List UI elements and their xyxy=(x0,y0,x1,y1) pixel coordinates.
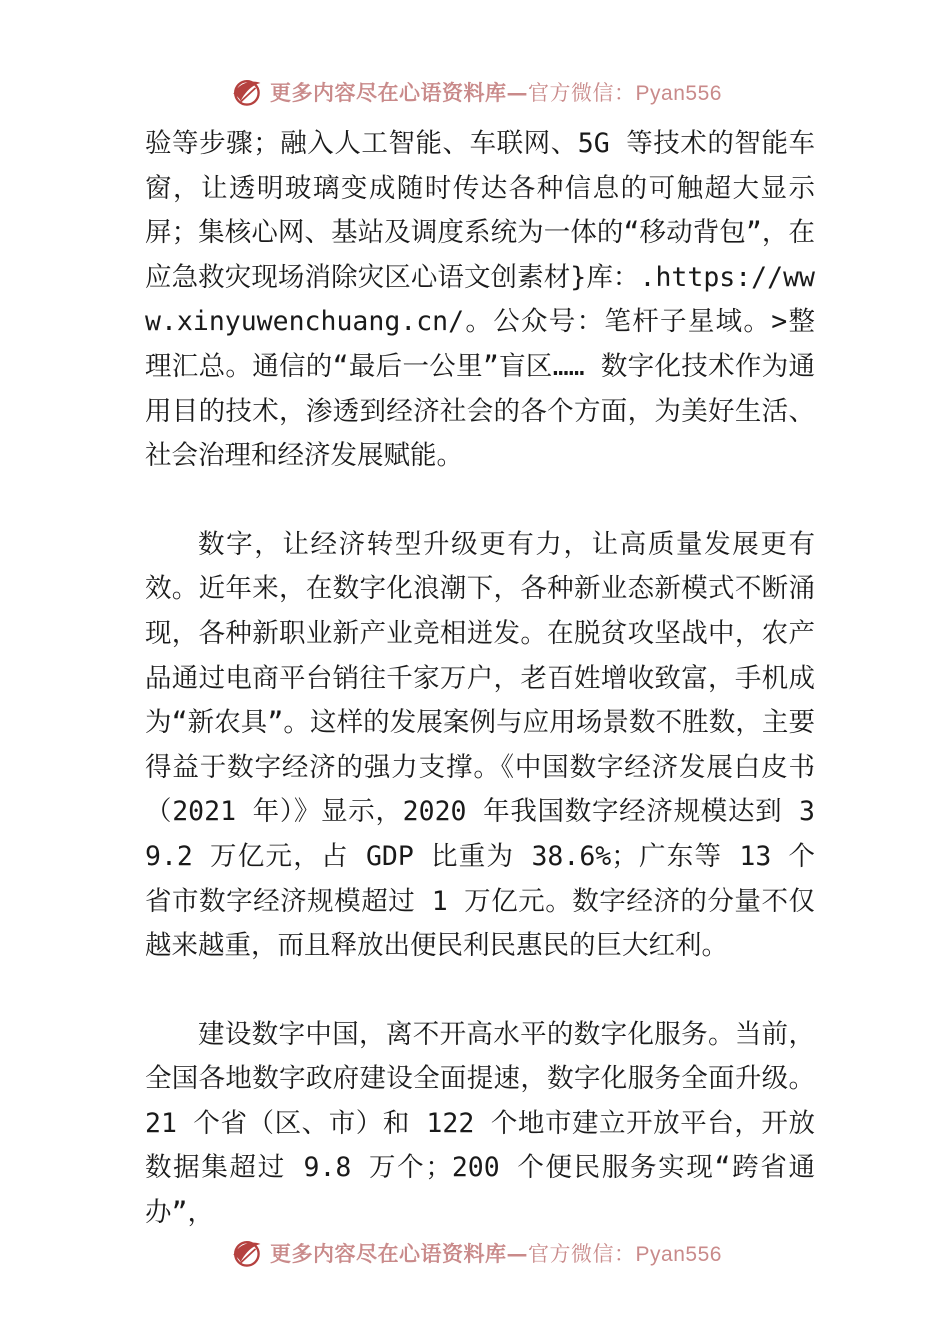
brand-logo-icon xyxy=(228,1235,264,1271)
paragraph-1: 验等步骤；融入人工智能、车联网、5G 等技术的智能车窗，让透明玻璃变成随时传达各种信息的可触超大显示屏；集核心网、基站及调度系统为一体的“移动背包”，在应急救灾现场消除灾区心语文创素材}库：.https://www.xinyuwenchuang.cn/。公众号：笔杆子星域。>整理汇总。通信的“最后一公里”盲区…… 数字化技术作为通用目的技术，渗透到经济社会的各个方面，为美好生活、社会治理和经济发展赋能。 xyxy=(145,128,815,472)
brand-logo-icon xyxy=(228,74,264,110)
footer-watermark xyxy=(0,1233,950,1273)
header-watermark-text: 更多内容尽在心语资料库—官方微信：Pyan556 xyxy=(270,80,722,105)
document-body xyxy=(145,122,815,1236)
paragraph-3: 建设数字中国，离不开高水平的数字化服务。当前，全国各地数字政府建设全面提速，数字化服务全面升级。21 个省（区、市）和 122 个地市建立开放平台，开放数据集超过 9.8 万个；200 个便民服务实现“跨省通办”， xyxy=(145,1018,815,1229)
footer-watermark-text: 更多内容尽在心语资料库—官方微信：Pyan556 xyxy=(270,1241,722,1266)
header-watermark xyxy=(0,72,950,112)
paragraph-2: 数字，让经济转型升级更有力，让高质量发展更有效。近年来，在数字化浪潮下，各种新业态新模式不断涌现，各种新职业新产业竞相迸发。在脱贫攻坚战中，农产品通过电商平台销往千家万户，老百姓增收致富，手机成为“新农具”。这样的发展案例与应用场景数不胜数，主要得益于数字经济的强力支撑。《中国数字经济发展白皮书（2021 年）》显示，2020 年我国数字经济规模达到 39.2 万亿元，占 GDP 比重为 38.6%；广东等 13 个省市数字经济规模超过 1 万亿元。数字经济的分量不仅越来越重，而且释放出便民利民惠民的巨大红利。 xyxy=(145,528,815,962)
